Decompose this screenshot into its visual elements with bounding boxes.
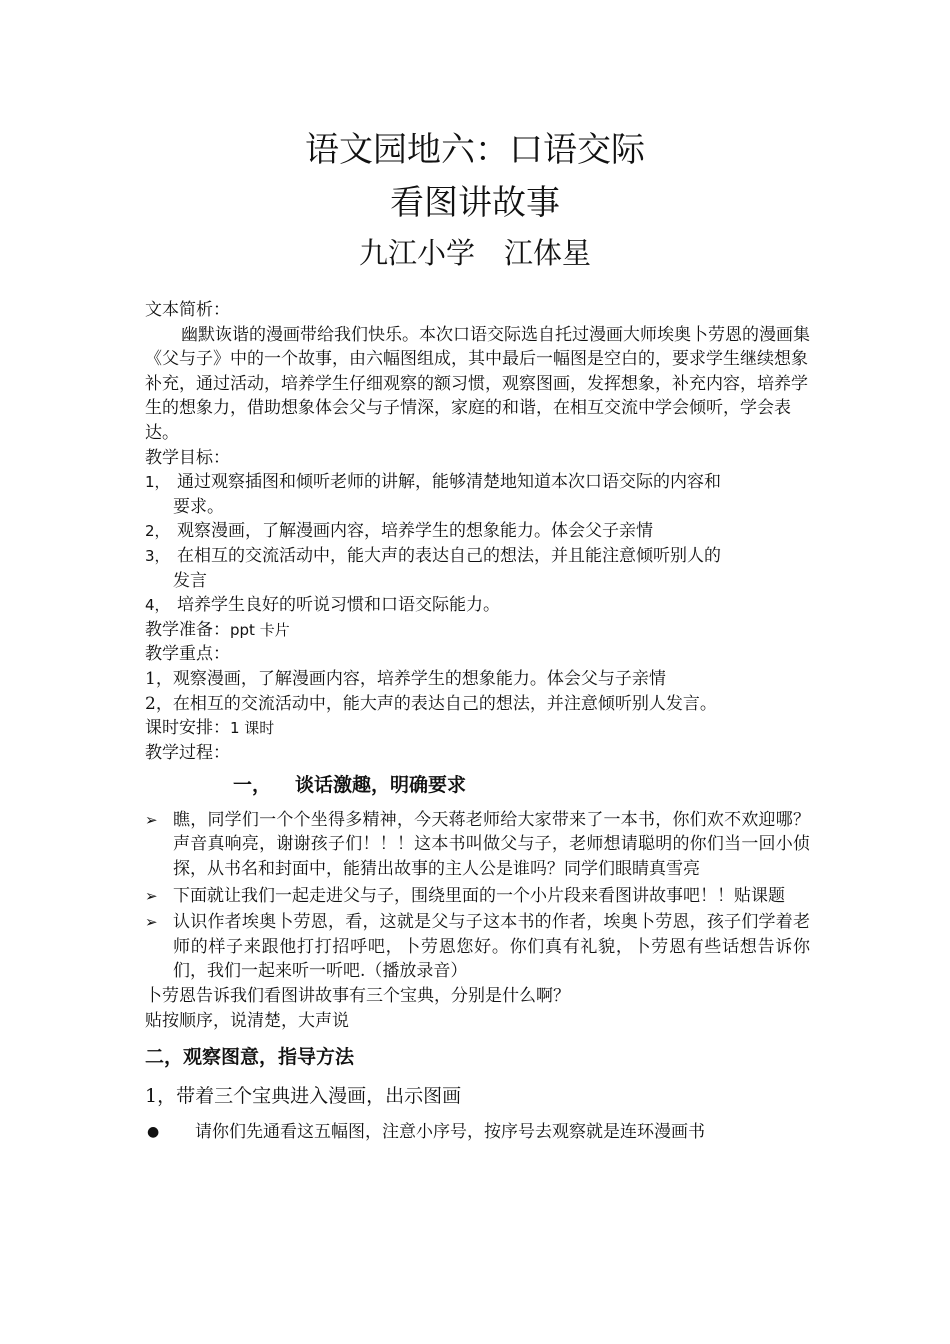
goals-label: 教学目标： [145,447,230,468]
list-item [145,808,810,882]
prep-value: ppt 卡片 [230,620,290,639]
section1-note: 贴按顺序，说清楚，大声说 [145,1010,349,1031]
goal-text: 通过观察插图和倾听老师的讲解，能够清楚地知道本次口语交际的内容和 [177,472,721,493]
process-label: 教学过程： [145,742,230,763]
list-item-text: 瞧，同学们一个个坐得多精神，今天蒋老师给大家带来了一本书，你们欢不欢迎哪？声音真响亮，谢谢孩子们！！！这本书叫做父与子，老师想请聪明的你们当一回小侦探，从书名和封面中，能猜出故事的主人公是谁吗？同学们眼睛真雪亮 [173,809,810,880]
section1-number: 一， [233,774,272,797]
section1-title: 谈话激趣，明确要求 [295,774,467,797]
section2-subheading: 1，带着三个宝典进入漫画，出示图画 [145,1084,462,1107]
focus-label: 教学重点： [145,644,230,665]
focus-item: 2，在相互的交流活动中，能大声的表达自己的想法，并注意倾听别人发言。 [145,693,717,714]
goal-text: 培养学生良好的听说习惯和口语交际能力。 [177,595,500,616]
schedule-label: 课时安排： [145,718,230,739]
goal-number: 3， [145,546,170,565]
focus-item: 1，观察漫画，了解漫画内容，培养学生的想象能力。体会父与子亲情 [145,668,666,689]
list-item-text: 下面就让我们一起走进父与子，围绕里面的一个小片段来看图讲故事吧！！贴课题 [173,885,785,906]
arrow-bullet-icon: ➢ [145,913,158,932]
prep-label: 教学准备： [145,619,230,640]
section2-heading: 二，观察图意，指导方法 [145,1046,355,1069]
list-item [145,884,810,909]
goal-number: 2， [145,522,170,541]
goal-number: 1， [145,473,170,492]
list-item [145,910,810,984]
author-line: 九江小学 江体星 [358,236,591,270]
title-line-2: 看图讲故事 [390,183,560,223]
list-item-text: 请你们先通看这五幅图，注意小序号，按序号去观察就是连环漫画书 [195,1122,705,1143]
list-item [145,1120,810,1145]
goal-text: 在相互的交流活动中，能大声的表达自己的想法，并且能注意倾听别人的 [177,545,721,566]
arrow-bullet-icon: ➢ [145,886,158,905]
goal-text-cont: 发言 [173,570,207,591]
goal-item [145,593,810,618]
goal-number: 4， [145,596,170,615]
analysis-text: 幽默诙谐的漫画带给我们快乐。本次口语交际选自托过漫画大师埃奥卜劳恩的漫画集《父与子》中的一个故事，由六幅图组成，其中最后一幅图是空白的，要求学生继续想象补充，通过活动，培养学生仔细观察的额习惯，观察图画，发挥想象，补充内容，培养学生的想象力，借助想象体会父与子情深，家庭的和谐，在相互交流中学会倾听，学会表达。 [145,324,810,443]
document-body [145,298,810,1145]
dot-bullet-icon: ● [147,1124,160,1141]
goal-item [145,519,810,544]
list-item-text: 认识作者埃奥卜劳恩，看，这就是父与子这本书的作者，埃奥卜劳恩，孩子们学着老师的样子来跟他打打招呼吧，卜劳恩您好。你们真有礼貌，卜劳恩有些话想告诉你们，我们一起来听一听吧.（播放录音） [173,912,810,982]
goal-item [145,544,810,593]
title-line-1: 语文园地六：口语交际 [305,130,645,170]
goal-text-cont: 要求。 [173,496,224,517]
arrow-bullet-icon: ➢ [145,810,158,829]
schedule-line [145,716,810,741]
goal-text: 观察漫画，了解漫画内容，培养学生的想象能力。体会父子亲情 [177,521,653,542]
prep-line [145,618,810,643]
schedule-value: 1 课时 [230,719,275,738]
section1-note: 卜劳恩告诉我们看图讲故事有三个宝典，分别是什么啊？ [145,986,570,1007]
goal-item [145,470,810,519]
section1-heading [233,773,810,798]
analysis-label: 文本简析： [145,300,230,320]
